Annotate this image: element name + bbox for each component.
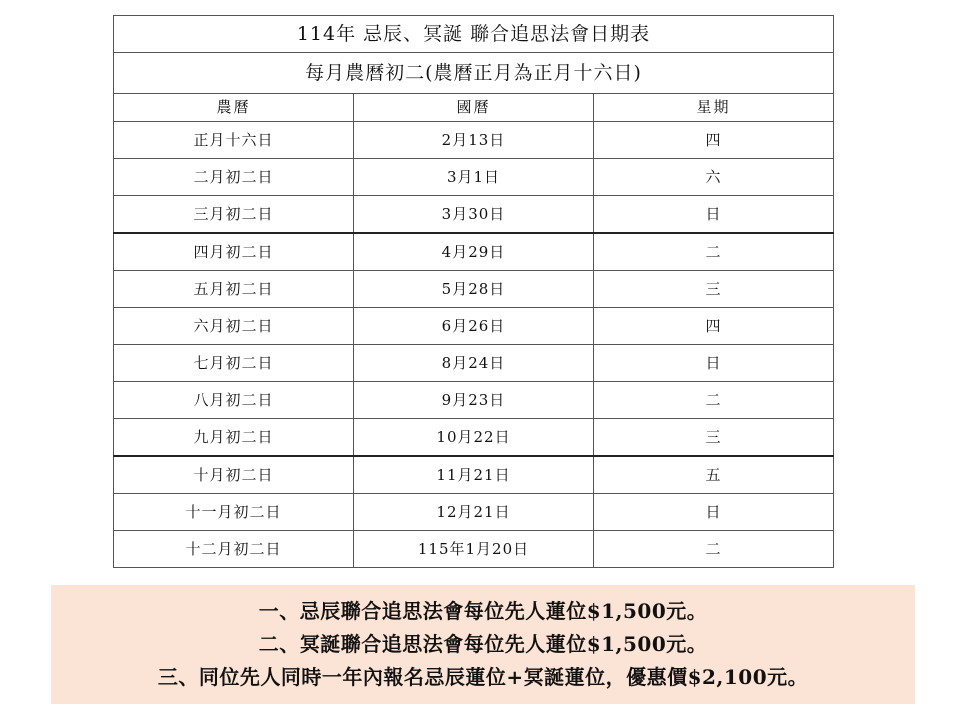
weekday-cell: 二 <box>594 531 834 568</box>
pricing-notes-box <box>51 585 915 704</box>
column-header-row <box>114 94 834 122</box>
table-subtitle: 每月農曆初二(農曆正月為正月十六日) <box>114 53 834 94</box>
column-header-solar: 國曆 <box>354 94 594 122</box>
table-row <box>114 271 834 308</box>
lunar-date-cell: 六月初二日 <box>114 308 354 345</box>
column-header-lunar: 農曆 <box>114 94 354 122</box>
weekday-cell: 六 <box>594 159 834 196</box>
solar-date-cell: 3月30日 <box>354 196 594 234</box>
table-row <box>114 122 834 159</box>
note-birthday-price: 二、冥誕聯合追思法會每位先人蓮位$1,500元。 <box>258 632 708 656</box>
solar-date-cell: 8月24日 <box>354 345 594 382</box>
solar-date-cell: 2月13日 <box>354 122 594 159</box>
weekday-cell: 四 <box>594 308 834 345</box>
table-row <box>114 345 834 382</box>
table-row <box>114 233 834 271</box>
table-row <box>114 419 834 457</box>
lunar-date-cell: 七月初二日 <box>114 345 354 382</box>
note-memorial-price: 一、忌辰聯合追思法會每位先人蓮位$1,500元。 <box>258 599 708 623</box>
solar-date-cell: 6月26日 <box>354 308 594 345</box>
weekday-cell: 二 <box>594 233 834 271</box>
lunar-date-cell: 十二月初二日 <box>114 531 354 568</box>
weekday-cell: 三 <box>594 419 834 457</box>
table-subtitle-row <box>114 53 834 94</box>
lunar-date-cell: 正月十六日 <box>114 122 354 159</box>
note-combo-discount: 三、同位先人同時一年內報名忌辰蓮位+冥誕蓮位，優惠價$2,100元。 <box>157 665 809 689</box>
memorial-schedule-table <box>113 15 834 568</box>
column-header-weekday: 星期 <box>594 94 834 122</box>
solar-date-cell: 3月1日 <box>354 159 594 196</box>
table-row <box>114 531 834 568</box>
solar-date-cell: 9月23日 <box>354 382 594 419</box>
table-row <box>114 494 834 531</box>
lunar-date-cell: 五月初二日 <box>114 271 354 308</box>
lunar-date-cell: 四月初二日 <box>114 233 354 271</box>
weekday-cell: 三 <box>594 271 834 308</box>
weekday-cell: 日 <box>594 196 834 234</box>
table-row <box>114 308 834 345</box>
table-row <box>114 159 834 196</box>
weekday-cell: 五 <box>594 456 834 494</box>
weekday-cell: 二 <box>594 382 834 419</box>
solar-date-cell: 115年1月20日 <box>354 531 594 568</box>
solar-date-cell: 12月21日 <box>354 494 594 531</box>
solar-date-cell: 11月21日 <box>354 456 594 494</box>
weekday-cell: 日 <box>594 345 834 382</box>
table-row <box>114 456 834 494</box>
table-row <box>114 382 834 419</box>
lunar-date-cell: 八月初二日 <box>114 382 354 419</box>
table-row <box>114 196 834 234</box>
lunar-date-cell: 九月初二日 <box>114 419 354 457</box>
lunar-date-cell: 十月初二日 <box>114 456 354 494</box>
table-title: 114年 忌辰、冥誕 聯合追思法會日期表 <box>114 16 834 53</box>
weekday-cell: 四 <box>594 122 834 159</box>
table-title-row <box>114 16 834 53</box>
weekday-cell: 日 <box>594 494 834 531</box>
solar-date-cell: 4月29日 <box>354 233 594 271</box>
lunar-date-cell: 二月初二日 <box>114 159 354 196</box>
solar-date-cell: 5月28日 <box>354 271 594 308</box>
solar-date-cell: 10月22日 <box>354 419 594 457</box>
lunar-date-cell: 十一月初二日 <box>114 494 354 531</box>
lunar-date-cell: 三月初二日 <box>114 196 354 234</box>
